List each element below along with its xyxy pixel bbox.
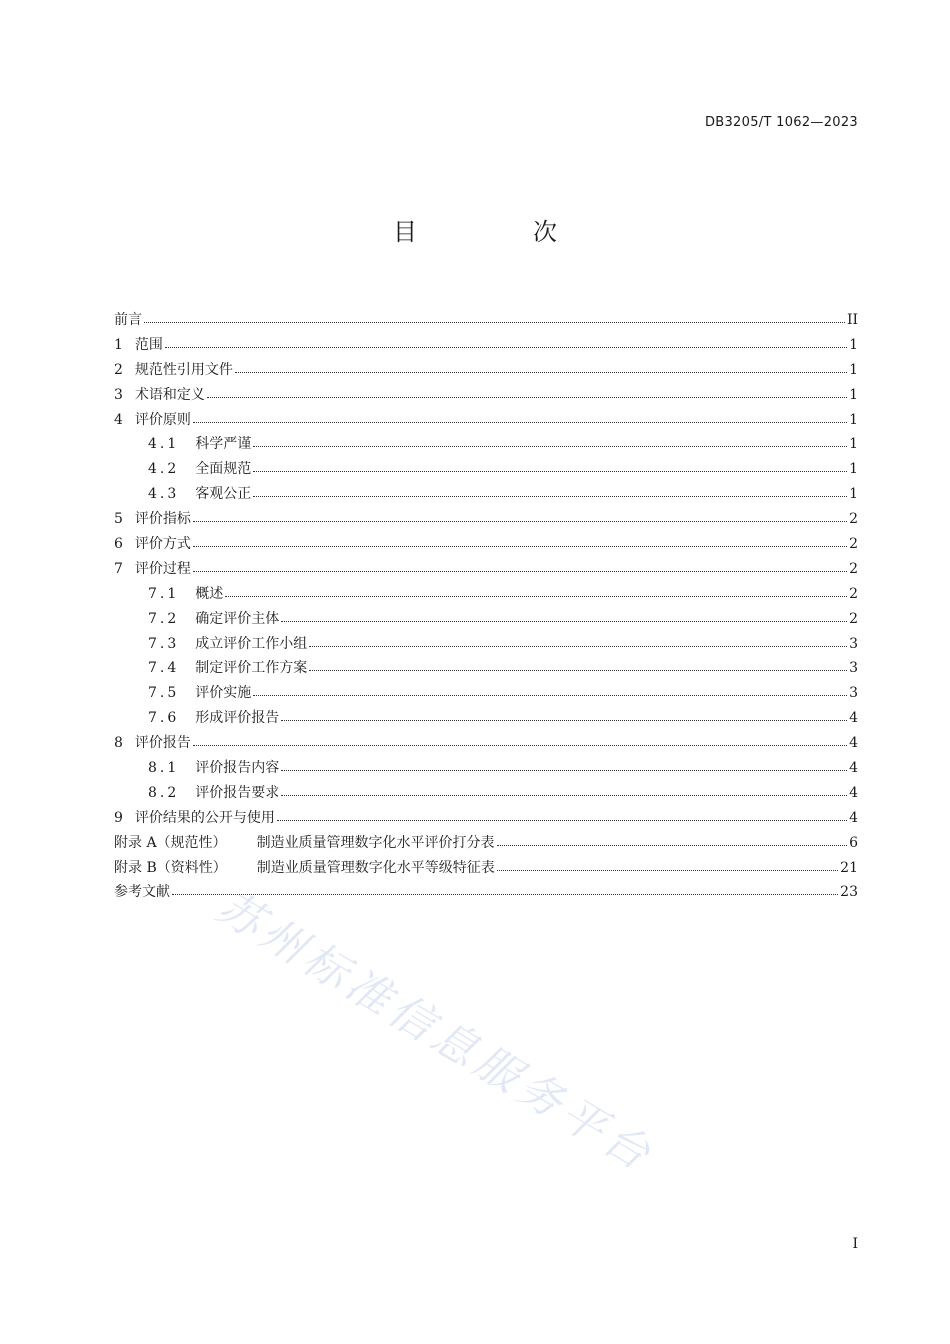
toc-entry-page: 1 — [849, 386, 858, 403]
toc-entry-label: 确定评价主体 — [195, 610, 280, 627]
toc-dot-leader — [253, 484, 847, 498]
toc-entry-label: 评价过程 — [134, 560, 191, 577]
toc-entry[interactable] — [114, 457, 858, 482]
toc-dot-leader — [277, 808, 847, 822]
toc-appendix-prefix: 附录 B（资料性） — [114, 859, 227, 876]
toc-dot-leader — [172, 882, 838, 896]
toc-entry-number: 7.6 — [148, 710, 180, 727]
toc-entry-page: 4 — [849, 760, 858, 777]
toc-appendix-label: 制造业质量管理数字化水平评价打分表 — [256, 834, 495, 851]
toc-entry[interactable] — [114, 731, 858, 756]
toc-entry-number: 8.2 — [148, 784, 180, 801]
toc-title: 目 次 — [393, 218, 603, 246]
toc-entry-number: 9 — [114, 809, 123, 826]
toc-dot-leader — [193, 559, 847, 573]
toc-dot-leader — [281, 783, 847, 797]
toc-entry-label: 客观公正 — [195, 486, 252, 503]
toc-entry-page: 4 — [849, 735, 858, 752]
toc-entry-page: 3 — [849, 635, 858, 652]
document-code: DB3205/T 1062—2023 — [704, 115, 858, 130]
toc-dot-leader — [193, 733, 847, 747]
toc-entry-label: 概述 — [195, 585, 224, 602]
toc-references-page: 23 — [840, 884, 858, 901]
toc-entry[interactable] — [114, 706, 858, 731]
toc-entry-label: 评价指标 — [134, 511, 191, 528]
toc-dot-leader — [253, 459, 847, 473]
toc-entry[interactable] — [114, 756, 858, 781]
toc-entry-number: 3 — [114, 386, 123, 403]
toc-entry[interactable] — [114, 607, 858, 632]
toc-dot-leader — [207, 385, 847, 399]
toc-entry-label: 范围 — [134, 336, 163, 353]
toc-entry-label: 评价报告要求 — [195, 784, 280, 801]
toc-entry-number: 2 — [114, 361, 123, 378]
toc-entry-page: 4 — [849, 784, 858, 801]
toc-dot-leader — [253, 434, 847, 448]
toc-dot-leader — [253, 683, 847, 697]
page-number: I — [852, 1236, 858, 1252]
toc-dot-leader — [281, 609, 847, 623]
toc-entry[interactable] — [114, 308, 858, 333]
toc-entry-label: 评价结果的公开与使用 — [134, 809, 275, 826]
toc-appendix-page: 6 — [849, 834, 858, 851]
toc-entry-page: 2 — [849, 560, 858, 577]
toc-entry-number: 7 — [114, 560, 123, 577]
watermark: 苏州标准信息服务平台 — [208, 881, 663, 1183]
toc-references-label: 参考文献 — [114, 884, 170, 901]
toc-entry-number: 1 — [114, 336, 123, 353]
toc-entry[interactable] — [114, 432, 858, 457]
toc-dot-leader — [309, 658, 847, 672]
toc-dot-leader — [235, 360, 847, 374]
toc-entry-label: 评价原则 — [134, 411, 191, 428]
toc-appendix-page: 21 — [840, 859, 858, 876]
toc-dot-leader — [193, 410, 847, 424]
toc-dot-leader — [309, 634, 847, 648]
toc-entry-number: 7.1 — [148, 585, 180, 602]
toc-entry[interactable] — [114, 681, 858, 706]
toc-entry-page: 1 — [849, 411, 858, 428]
toc-entry[interactable] — [114, 582, 858, 607]
toc-entry-page: 2 — [849, 536, 858, 553]
toc-entry-page: 4 — [849, 710, 858, 727]
toc-entry[interactable] — [114, 507, 858, 532]
toc-entry[interactable] — [114, 408, 858, 433]
toc-entry-label: 评价实施 — [195, 685, 252, 702]
toc-entry[interactable] — [114, 532, 858, 557]
toc-appendix-entry[interactable] — [114, 831, 858, 856]
toc-entry-number: 4 — [114, 411, 123, 428]
toc-appendix-label: 制造业质量管理数字化水平等级特征表 — [256, 859, 495, 876]
toc-entry-page: 1 — [849, 461, 858, 478]
toc-entry-page: 4 — [849, 809, 858, 826]
toc-appendix-prefix: 附录 A（规范性） — [114, 834, 227, 851]
toc-references-entry[interactable] — [114, 880, 858, 905]
toc-dot-leader — [165, 335, 847, 349]
toc-entry-number: 7.2 — [148, 610, 180, 627]
toc-entry-number: 5 — [114, 511, 123, 528]
toc-dot-leader — [225, 584, 847, 598]
toc-entry[interactable] — [114, 333, 858, 358]
toc-entry-number: 8 — [114, 735, 123, 752]
table-of-contents — [114, 308, 858, 905]
toc-entry-page: 2 — [849, 610, 858, 627]
toc-dot-leader — [281, 758, 847, 772]
toc-entry-number: 7.4 — [148, 660, 180, 677]
toc-entry-page: II — [846, 312, 858, 328]
toc-entry-label: 评价方式 — [134, 536, 191, 553]
toc-entry-label: 评价报告 — [134, 735, 191, 752]
toc-dot-leader — [497, 858, 838, 872]
toc-entry-label: 规范性引用文件 — [134, 361, 233, 378]
toc-entry-page: 1 — [849, 436, 858, 453]
toc-entry[interactable] — [114, 632, 858, 657]
toc-entry-label: 成立评价工作小组 — [195, 635, 308, 652]
toc-entry[interactable] — [114, 383, 858, 408]
toc-entry-label: 制定评价工作方案 — [195, 660, 308, 677]
toc-entry-number: 4.1 — [148, 436, 180, 453]
toc-entry-page: 3 — [849, 660, 858, 677]
toc-entry-label: 评价报告内容 — [195, 760, 280, 777]
toc-dot-leader — [281, 708, 847, 722]
toc-dot-leader — [193, 534, 847, 548]
toc-entry-page: 3 — [849, 685, 858, 702]
toc-entry-number: 8.1 — [148, 760, 180, 777]
toc-entry[interactable] — [114, 482, 858, 507]
toc-entry[interactable] — [114, 781, 858, 806]
toc-entry-number: 4.3 — [148, 486, 180, 503]
toc-entry-number: 7.5 — [148, 685, 180, 702]
toc-entry-number: 4.2 — [148, 461, 180, 478]
toc-dot-leader — [497, 833, 848, 847]
toc-entry-label: 全面规范 — [195, 461, 252, 478]
toc-entry[interactable] — [114, 358, 858, 383]
toc-entry-page: 2 — [849, 585, 858, 602]
toc-entry-page: 2 — [849, 511, 858, 528]
toc-dot-leader — [144, 310, 845, 324]
toc-dot-leader — [193, 509, 847, 523]
toc-entry-page: 1 — [849, 486, 858, 503]
toc-entry[interactable] — [114, 806, 858, 831]
toc-entry-page: 1 — [849, 361, 858, 378]
toc-appendix-entry[interactable] — [114, 856, 858, 881]
toc-entry-label: 术语和定义 — [134, 386, 205, 403]
toc-entry-label: 前言 — [114, 312, 142, 328]
toc-entry[interactable] — [114, 656, 858, 681]
toc-entry[interactable] — [114, 557, 858, 582]
toc-entry-page: 1 — [849, 336, 858, 353]
toc-entry-number: 7.3 — [148, 635, 180, 652]
toc-entry-label: 形成评价报告 — [195, 710, 280, 727]
toc-entry-label: 科学严谨 — [195, 436, 252, 453]
toc-entry-number: 6 — [114, 536, 123, 553]
